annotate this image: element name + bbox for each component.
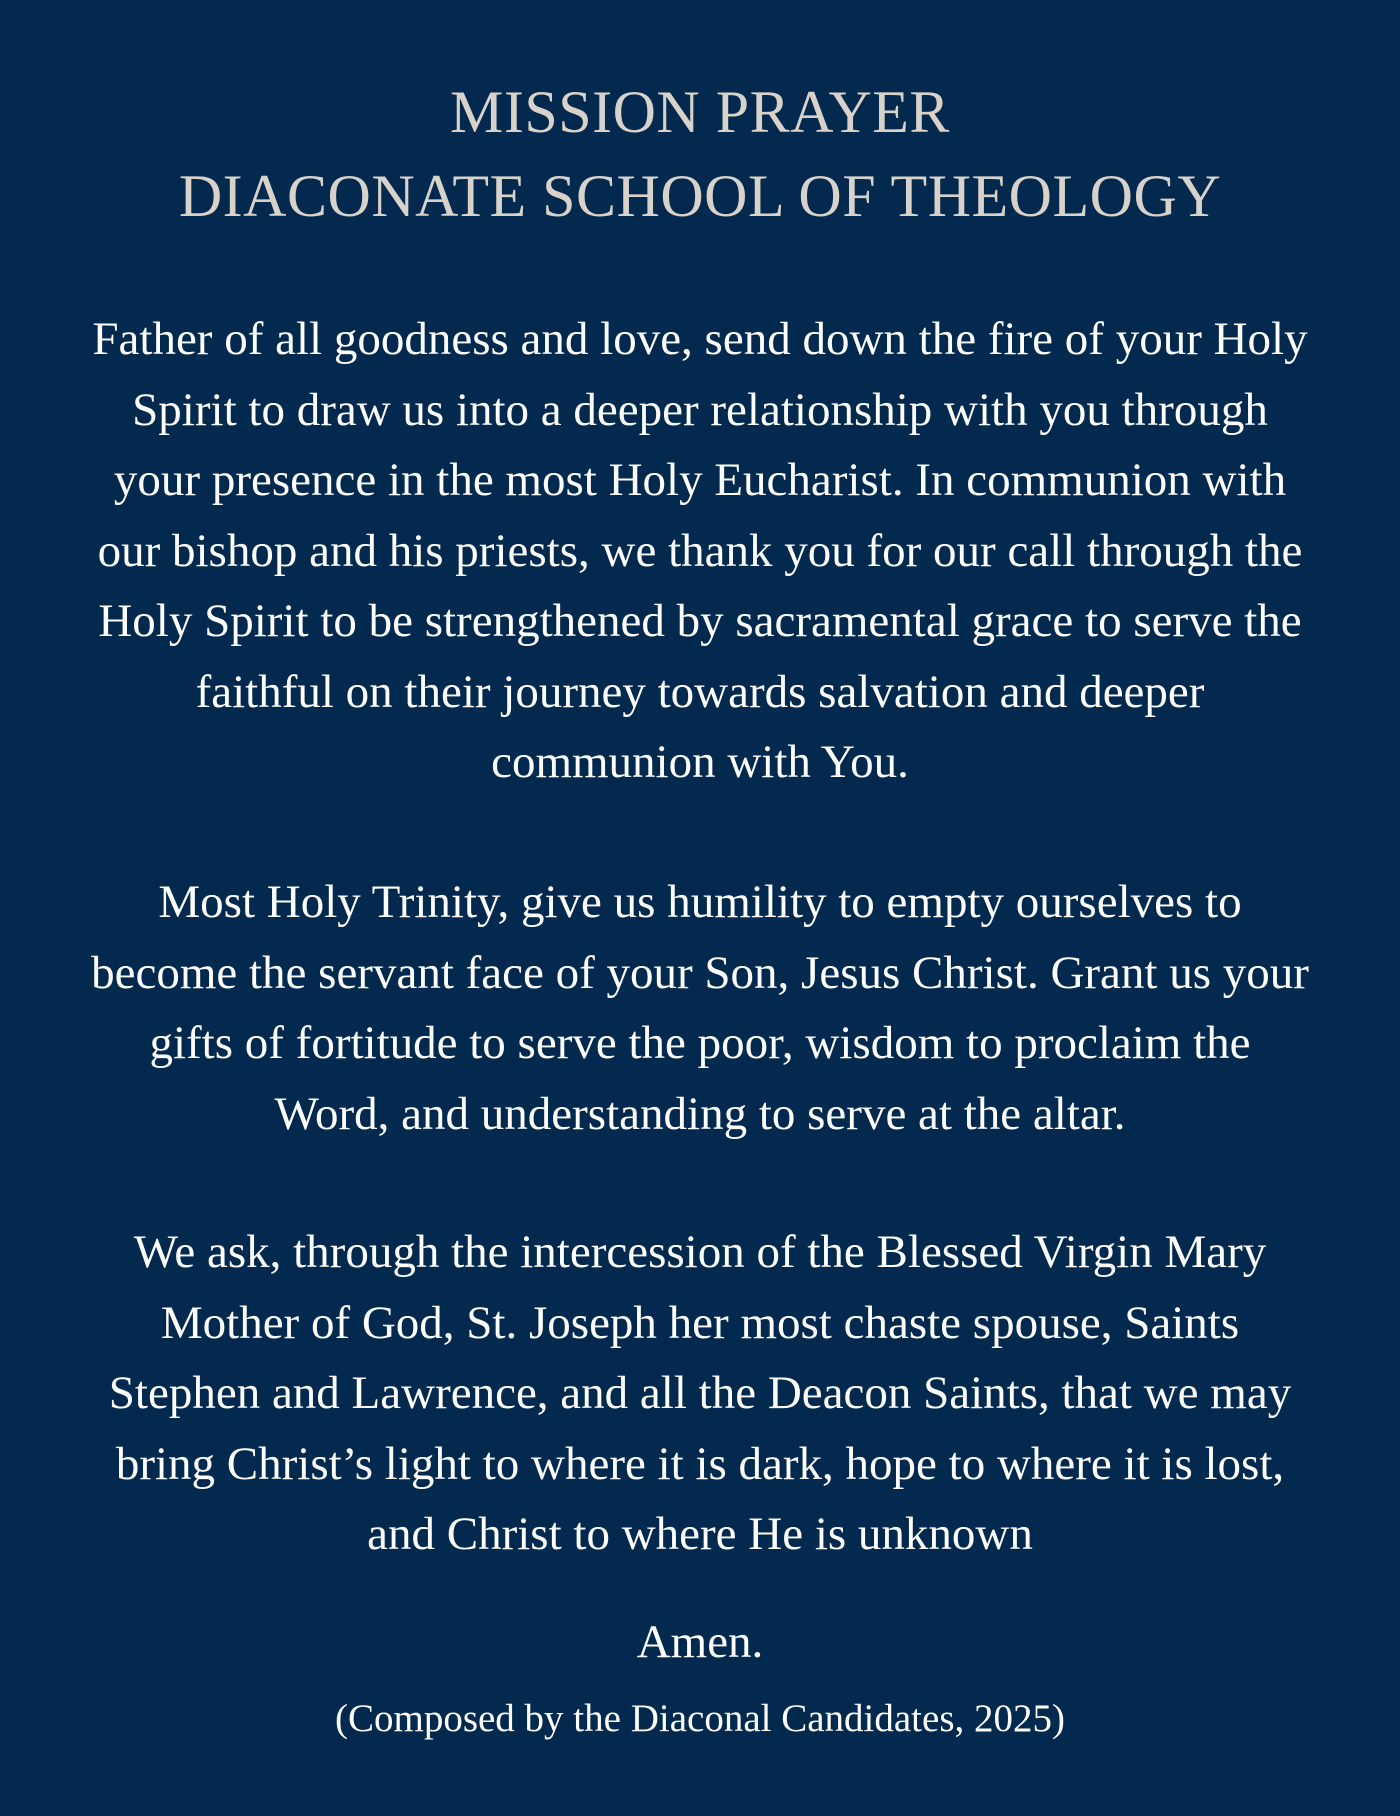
prayer-paragraph-2: Most Holy Trinity, give us humility to empty ourselves to become the servant face of your Son, Jesus Christ. Grant us your gifts of fortitude to serve the poor, wisdom to proclaim the Word, and understanding to serve at the altar. <box>91 876 1309 1140</box>
title-line-mission-prayer: MISSION PRAYER <box>450 79 950 145</box>
title-line-school-name: DIACONATE SCHOOL OF THEOLOGY <box>178 163 1222 229</box>
prayer-closing-amen: Amen. <box>636 1616 764 1668</box>
prayer-paragraph-1: Father of all goodness and love, send down the fire of your Holy Spirit to draw us into a deeper relationship with you through your presence in the most Holy Eucharist. In communion with our bishop and his priests, we thank you for our call through the Holy Spirit to be strengthened by sacramental grace to serve the faithful on their journey towards salvation and deeper communion with You. <box>92 313 1308 788</box>
prayer-paragraph-3: We ask, through the intercession of the Blessed Virgin Mary Mother of God, St. Joseph her most chaste spouse, Saints Stephen and Lawrence, and all the Deacon Saints, that we may bring Christ’s light to where it is dark, hope to where it is lost, and Christ to where He is unknown <box>108 1226 1292 1560</box>
prayer-attribution: (Composed by the Diaconal Candidates, 2025) <box>334 1697 1065 1740</box>
